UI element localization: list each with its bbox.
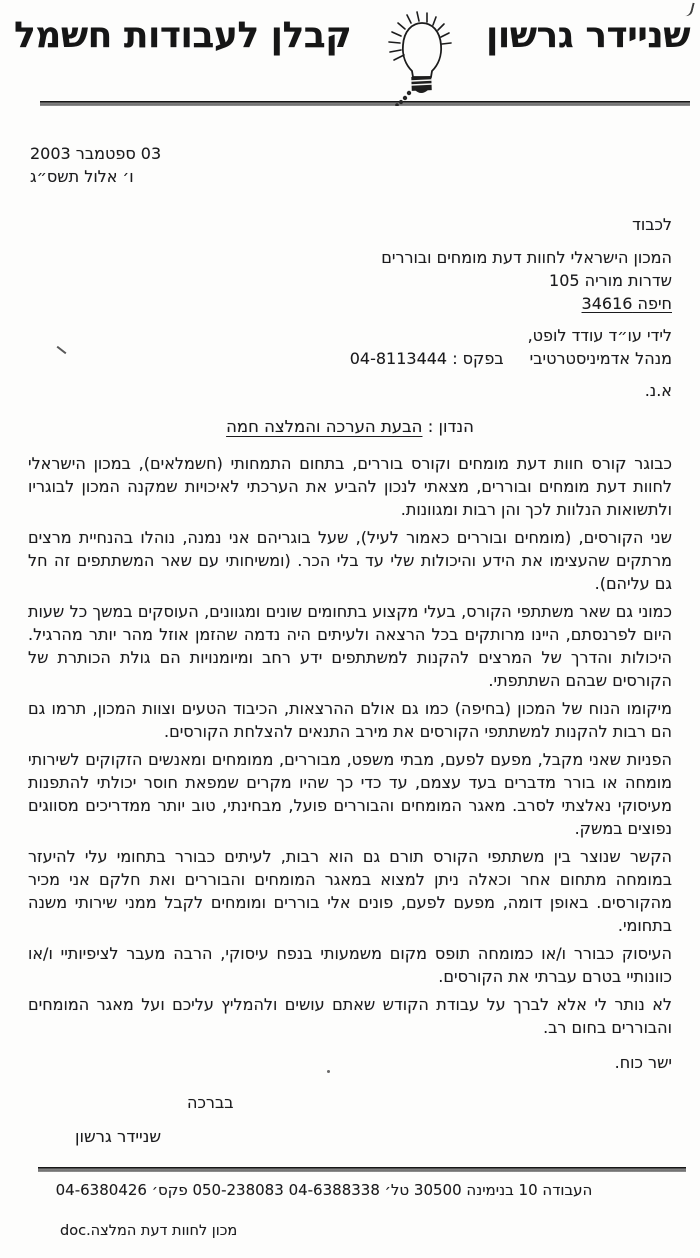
date-gregorian: 03 ספטמבר 2003 (30, 144, 162, 163)
recipient-role: מנהל אדמיניסטרטיבי (529, 349, 672, 368)
date-block (0, 142, 700, 188)
paragraph: מיקומו הנוח של המכון (בחיפה) כמו גם אולם ההרצאות, הכיבוד הטעים וצוות המכון, תרמו גם הם רבות להקנות למשתתפי הקורסים את מירב התנאים להצלחת הקורסים. (28, 699, 672, 741)
recipient-city: חיפה 34616 (581, 294, 672, 313)
signature-name: שניידר גרשון (75, 1127, 162, 1146)
paragraph: הקשר שנוצר בין משתתפי הקורס תורם גם הוא רבות, לעיתים כבורר בתחומי עלי להיעזר במומחה מתחום אחר וכאלה ניתן למצוא במאגר המומחים והבוררים ואת חלקם אני מכיר מהקורסים. באופן דומה, מפעם לפעם, פונים אלי בוררים ומומחים לקבל ממני שירותי משנה בתחומי. (28, 847, 672, 935)
letter-body (0, 438, 700, 1039)
paragraph: לא נותר לי אלא לברך על עבודת הקודש שאתם עושים ולהמליץ עליכם ועל מאגר המומחים והבוררים בחום רב. (28, 995, 672, 1037)
attention-line: לידי עו״ד עודד לופט, (527, 326, 672, 345)
recipient-address (0, 246, 700, 315)
subject-label: הנדון : (422, 417, 474, 436)
recipient-organization: המכון הישראלי לחוות דעת מומחים ובוררים (381, 248, 672, 267)
paragraph: הפניות שאני מקבל, מפעם לפעם, מבתי משפט, מבוררים, ממומחים ומאנשים הזקוקים לשירותי מומחה או בורר מדברים בעד עצמם, עד כדי כך שהיו מקרים שמפאת חוסר יכולתי להתפנות מעיסוקי נאלצתי לסרב. מאגר המומחים והבוררים פועל, מבחינתי, טוב יותר ממדריכים מסווגים נפוצים במשק. (28, 750, 672, 838)
recipient-street: שדרות מוריה 105 (549, 271, 672, 290)
closing-farewell: בברכה (187, 1093, 234, 1112)
lightbulb-icon (377, 10, 461, 106)
subject-title: הבעת הערכה והמלצה חמה (226, 417, 423, 436)
paragraph: העיסוק כבורר ו/או כמומחה תופס מקום משמעותי בנפח עיסוקי, הרבה מעבר לציפיותיי ו/או כוונותיי בטרם עברתי את הקורסים. (28, 944, 672, 986)
footer-filename: מכון לחוות דעת המלצה.doc (60, 1223, 238, 1239)
date-hebrew: ו׳ אלול תשס״ג (30, 167, 134, 186)
letterhead (0, 0, 700, 101)
letterhead-name: שניידר גרשון (486, 15, 690, 56)
letter-footer (0, 1167, 700, 1241)
footer-divider (38, 1167, 686, 1172)
subject-line (0, 415, 700, 438)
paragraph: שני הקורסים, (מומחים ובוררים כאמור לעיל), שעל בוגריהם אני נמנה, נוהלו בהנחיית מרצים מרתקים שהעצימו את הידע והיכולות שלי עד בלי הכר. (ומשיחותי עם שאר המשתתפים זה חל גם עליהם). (28, 528, 672, 593)
recipient-fax: בפקס : 04-8113444 (349, 349, 504, 368)
closing-thanks: ישר כוח. (614, 1053, 672, 1072)
scan-artifact (327, 1070, 330, 1073)
header-divider (40, 101, 690, 106)
attention-block (0, 324, 700, 370)
greeting: א.נ. (644, 381, 672, 400)
paragraph: כבוגר קורס חוות דעת מומחים וקורס בוררים, בתחום התמחותי (חשמלאים), במכון הישראלי לחוות דעת מומחים ובוררים, מצאתי לנכון להביע את הערכתי לאיכויות שמקנה המכון לבוגריו ולתשואות הנלוות לכך והן רבות ומגוונות. (28, 454, 672, 519)
footer-contact: העבודה 10 בנימינה 30500 טל׳ 04-6388338 050-238083 פקס׳ 04-6380426 (55, 1181, 593, 1199)
paragraph: כמוני גם שאר משתתפי הקורס, בעלי מקצוע בתחומים שונים ומגוונים, העוסקים במשך כל שעות היום לפרנסתם, היינו מרותקים בכל הרצאה ולעיתים היה נדמה שהזמן אוזל מהר יותר מהרגיל. היכולות והדרך של המרצים להקנות למשתתפים ידע רחב ומיומנויות הם גולת הכותרת של הקורסים שבהם השתתפתי. (28, 602, 672, 690)
letterhead-business-title: קבלן לעבודות חשמל (14, 15, 352, 56)
salutation: לכבוד (632, 215, 672, 234)
